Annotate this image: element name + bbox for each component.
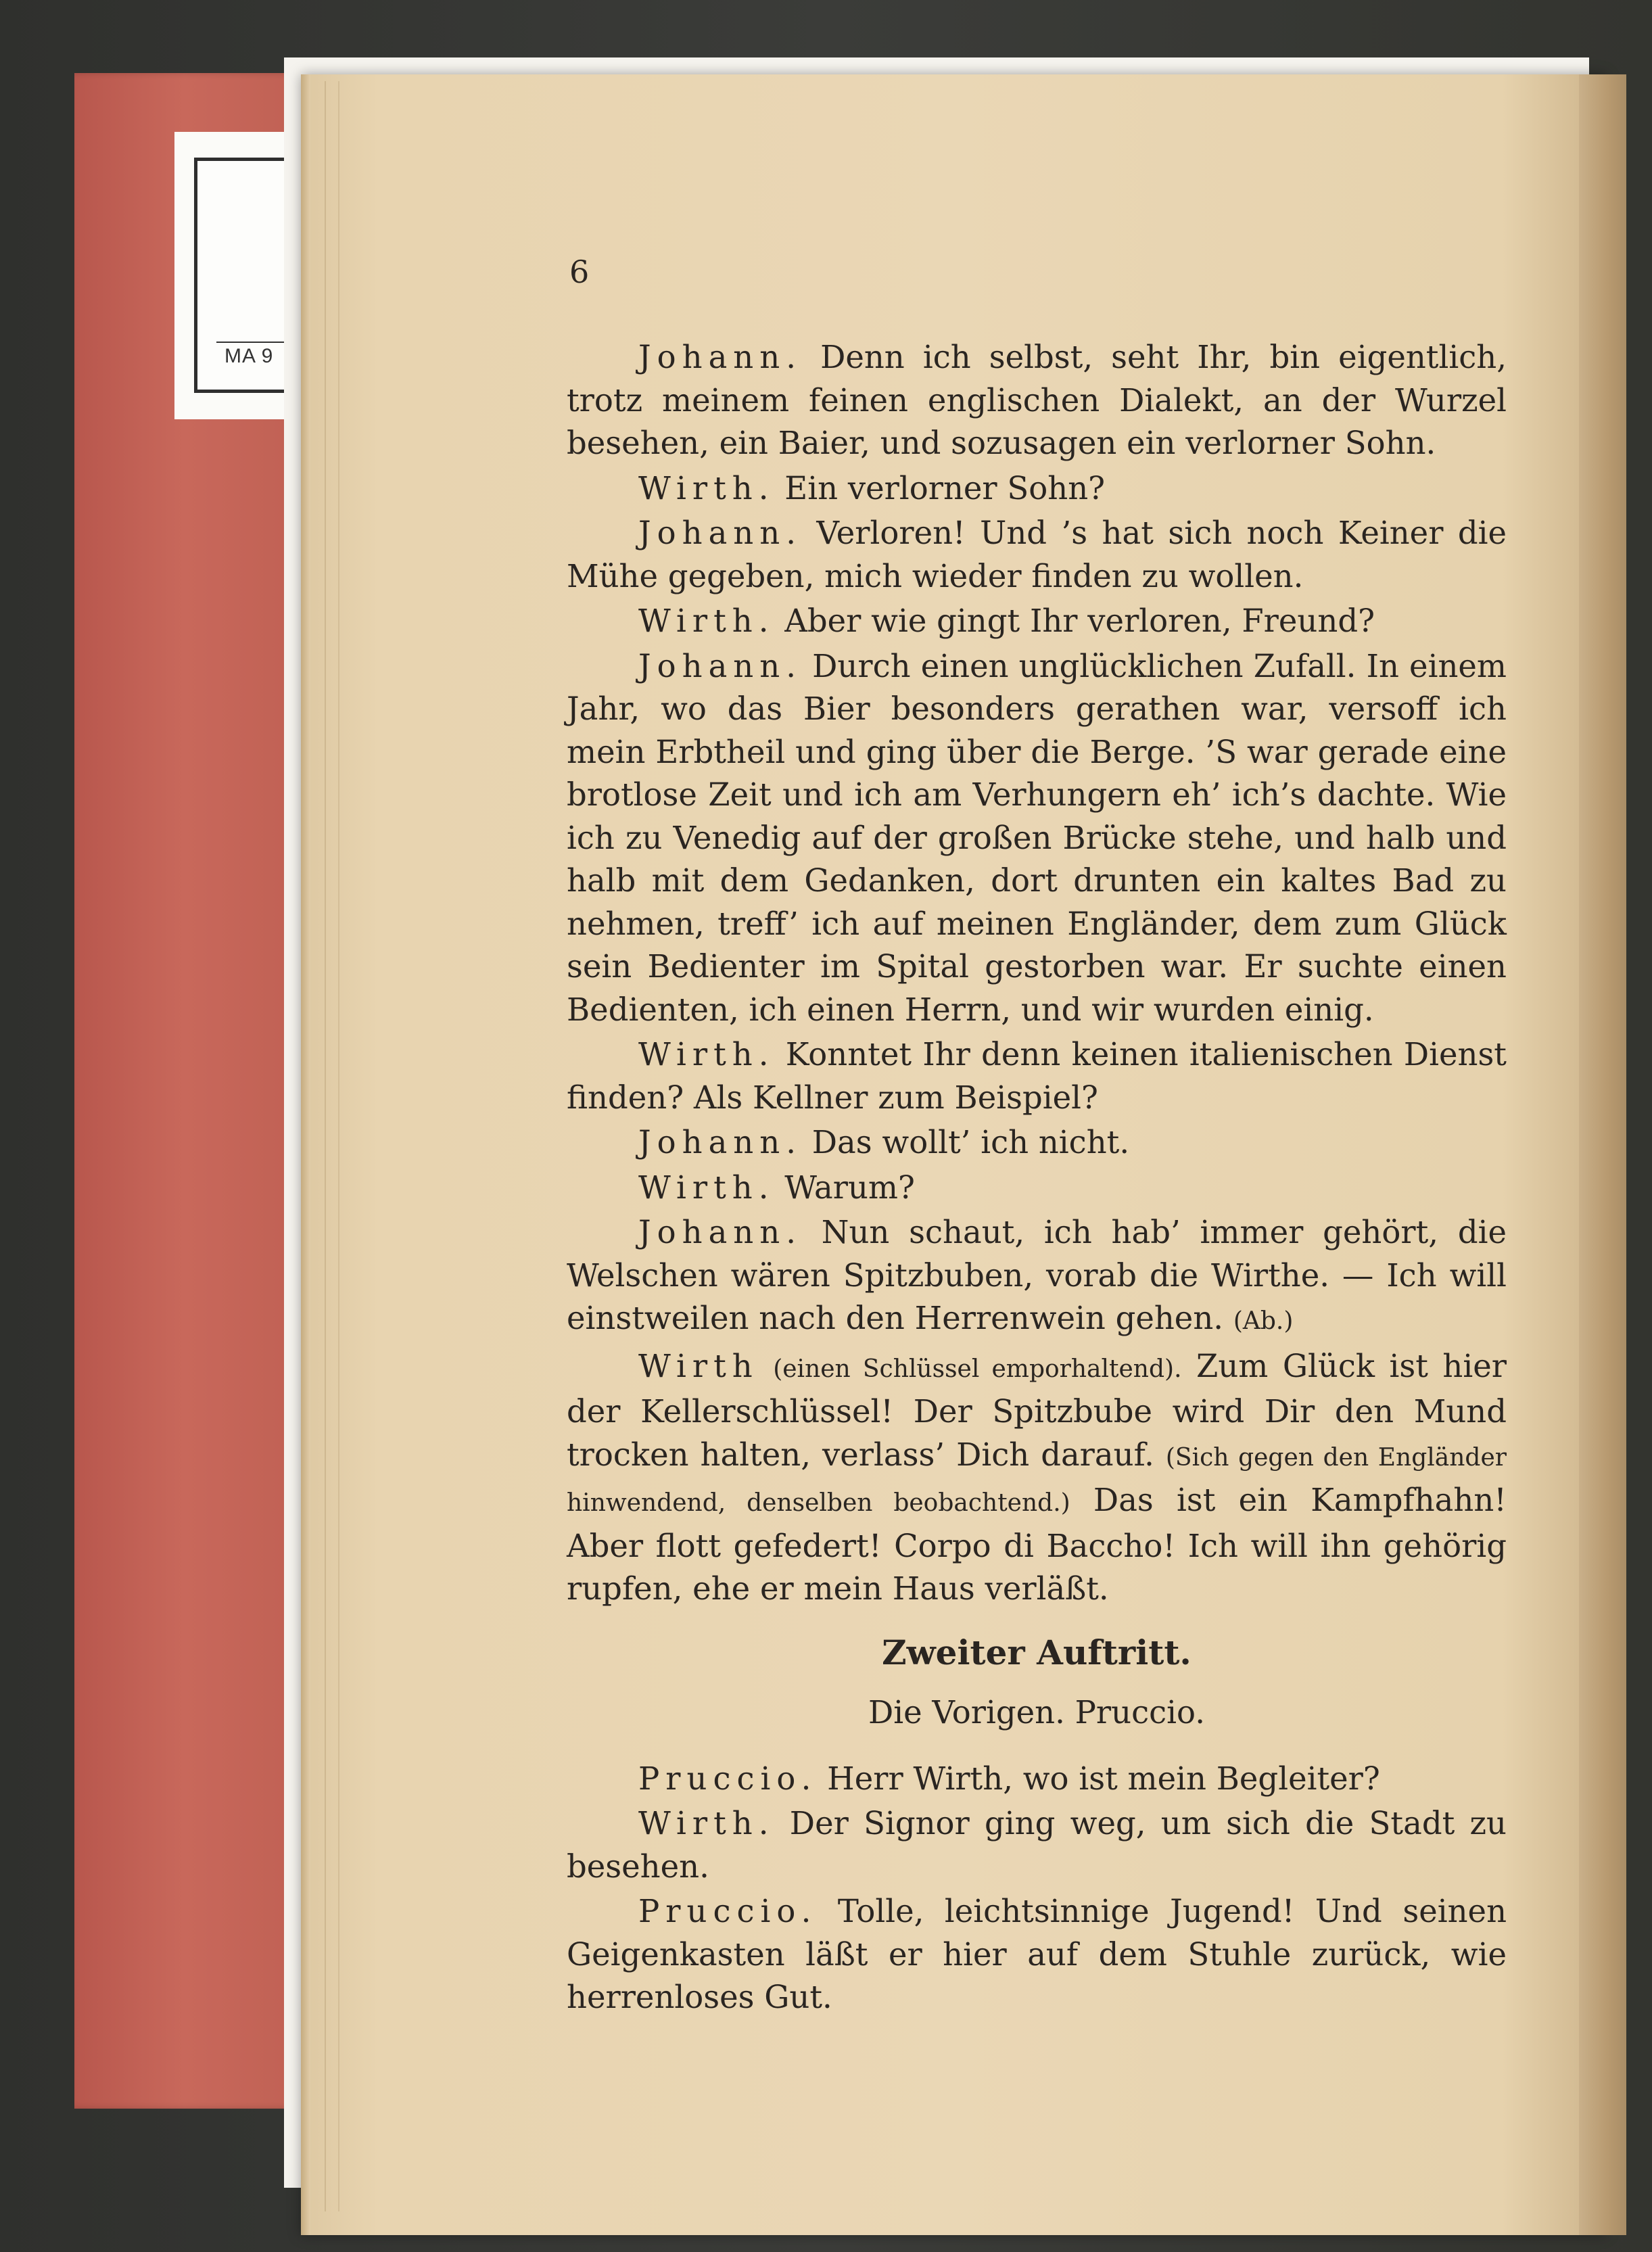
speech: Ein verlorner Sohn? [784,469,1106,507]
paragraph [567,1802,1507,1888]
page-edge-shadow [338,81,339,2211]
speech: Durch einen unglücklichen Zufall. In einem Jahr, wo das Bier besonders gerathen war, versoff ich mein Erbtheil und ging über die Berge. ’S war gerade eine brotlose Zeit und ich am Verhungern eh’ ich’s dachte. Wie ich zu Venedig auf der großen Brücke stehe, und halb und halb mit dem Gedanken, dort drunten ein kaltes Bad zu nehmen, treff’ ich auf meinen Engländer, dem zum Glück sein Bedienter im Spital gestorben war. Er suchte einen Bedienten, ich einen Herrn, und wir wurden einig. [567,647,1507,1028]
stage-direction: (einen Schlüssel emporhaltend). [773,1355,1182,1383]
speech: Das wollt’ ich nicht. [811,1124,1130,1160]
cast-line: Die Vorigen. Pruccio. [868,1694,1206,1731]
speaker: Wirth. [638,1036,775,1073]
paragraph [567,336,1507,465]
speech: Das ist ein Kampfhahn! Aber flott gefedert! Corpo di Baccho! Ich will ihn gehörig rupfen, ehe er mein Haus verläßt. [567,1482,1507,1607]
speech: Der Signor ging weg, um sich die Stadt zu besehen. [567,1805,1507,1885]
book-spine [1579,74,1626,2235]
paragraph [567,1758,1507,1801]
speech: Verloren! Und ’s hat sich noch Keiner die Mühe gegeben, mich wieder finden zu wollen. [567,515,1507,594]
stage-direction: (Sich gegen den Engländer hinwendend, denselben beobachtend.) [567,1443,1507,1517]
paragraph [567,1033,1507,1119]
stage-direction: (Ab.) [1233,1307,1294,1335]
paragraph [567,512,1507,598]
speaker: Johann. [638,1124,802,1160]
speech: Aber wie gingt Ihr verloren, Freund? [784,603,1375,639]
speaker: Johann. [638,515,802,551]
paragraph [567,467,1507,511]
speaker: Johann. [638,339,802,375]
paragraph [567,600,1507,643]
speaker: Wirth. [638,469,775,507]
page-number: 6 [569,254,590,290]
paragraph [567,1211,1507,1343]
speech: Warum? [784,1169,915,1206]
paragraph [567,1167,1507,1210]
paragraph [567,1345,1507,1611]
speaker: Pruccio. [638,1760,818,1797]
catalog-label-text: MA 9 [225,345,274,367]
speech: Denn ich selbst, seht Ihr, bin eigentlich, trotz meinem feinen englischen Dialekt, an der Wurzel besehen, ein Baier, und sozusagen ein verlorner Sohn. [567,339,1507,461]
speech: Tolle, leichtsinnige Jugend! Und seinen Geigenkasten läßt er hier auf dem Stuhle zurück, wie herrenloses Gut. [567,1893,1507,2015]
page-text [567,240,1507,2019]
paragraph [567,1890,1507,2019]
page-edge [301,74,310,2235]
speech: Zum Glück ist hier der Kellerschlüssel! Der Spitzbube wird Dir den Mund trocken halten, verlass’ Dich darauf. [567,1347,1507,1473]
scene-heading: Zweiter Auftritt. [882,1632,1191,1672]
speaker: Wirth. [638,603,775,639]
paragraph [567,1121,1507,1165]
speech: Konntet Ihr denn keinen italienischen Dienst finden? Als Kellner zum Beispiel? [567,1036,1507,1116]
speaker: Wirth. [638,1805,775,1842]
page-edge-shadow [325,81,326,2211]
speech: Herr Wirth, wo ist mein Begleiter? [827,1760,1380,1797]
speaker: Johann. [638,647,802,684]
speaker: Wirth [638,1347,759,1384]
paragraph [567,645,1507,1032]
speech: Nun schaut, ich hab’ immer gehört, die Welschen wären Spitzbuben, vorab die Wirthe. — Ich will einstweilen nach den Herrenwein gehen. [567,1214,1507,1336]
speaker: Wirth. [638,1169,775,1206]
speaker: Pruccio. [638,1893,818,1929]
speaker: Johann. [638,1214,802,1250]
